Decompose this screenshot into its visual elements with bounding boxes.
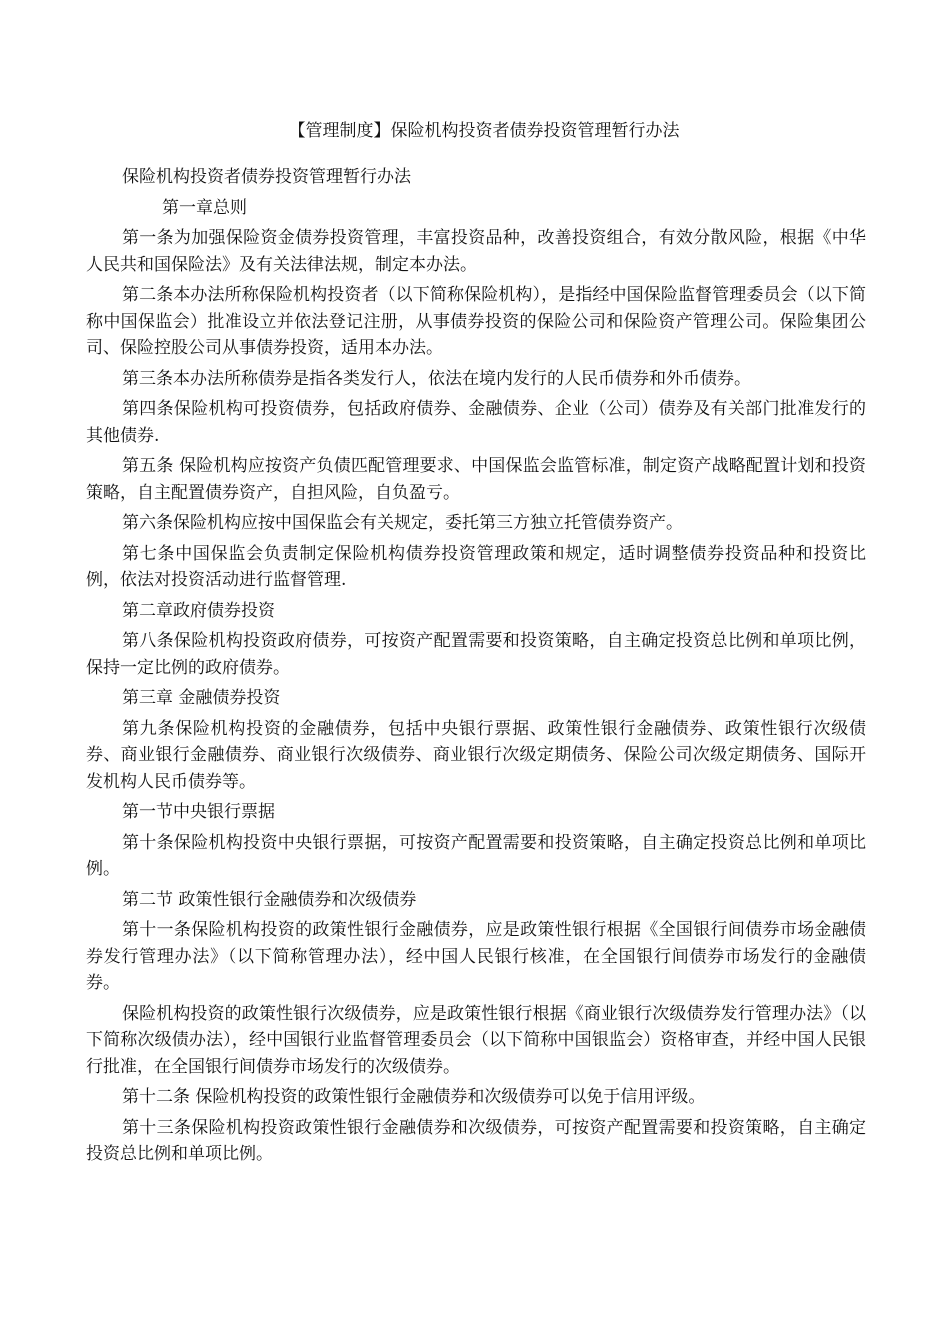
article-paragraph: 第七条中国保监会负责制定保险机构债券投资管理政策和规定，适时调整债券投资品种和投资比例，依法对投资活动进行监督管理. [86, 543, 866, 590]
chapter-heading: 第三章 金融债券投资 [122, 688, 281, 708]
document-subtitle: 保险机构投资者债券投资管理暂行办法 [122, 167, 411, 187]
section-heading: 第二节 政策性银行金融债券和次级债券 [122, 889, 417, 910]
document-title: 【管理制度】保险机构投资者债券投资管理暂行办法 [288, 121, 680, 141]
article-paragraph: 第六条保险机构应按中国保监会有关规定，委托第三方独立托管债券资产。 [122, 513, 683, 533]
chapter-heading: 第二章政府债券投资 [122, 600, 275, 621]
chapter-heading: 第一章总则 [162, 197, 247, 218]
section-heading: 第一节中央银行票据 [122, 802, 275, 822]
article-paragraph: 第二条本办法所称保险机构投资者（以下简称保险机构），是指经中国保险监督管理委员会（以下简称中国保监会）批准设立并依法登记注册，从事债券投资的保险公司和保险资产管理公司。保险集团公司、保险控股公司从事债券投资，适用本办法。 [86, 285, 866, 358]
document-page [86, 118, 866, 1172]
article-paragraph: 保险机构投资的政策性银行次级债券，应是政策性银行根据《商业银行次级债券发行管理办法》（以下简称次级债办法），经中国银行业监督管理委员会（以下简称中国银监会）资格审查，并经中国人民银行批准，在全国银行间债券市场发行的次级债券。 [86, 1003, 866, 1077]
article-paragraph: 第四条保险机构可投资债券，包括政府债券、金融债券、企业（公司）债券及有关部门批准发行的其他债券. [86, 399, 866, 446]
article-paragraph: 第十三条保险机构投资政策性银行金融债券和次级债券，可按资产配置需要和投资策略，自主确定投资总比例和单项比例。 [86, 1117, 866, 1164]
article-paragraph: 第一条为加强保险资金债券投资管理，丰富投资品种，改善投资组合，有效分散风险，根据《中华人民共和国保险法》及有关法律法规，制定本办法。 [86, 228, 866, 275]
article-paragraph: 第十二条 保险机构投资的政策性银行金融债券和次级债券可以免于信用评级。 [122, 1087, 706, 1107]
article-paragraph: 第八条保险机构投资政府债券，可按资产配置需要和投资策略，自主确定投资总比例和单项比例，保持一定比例的政府债券。 [86, 631, 866, 678]
article-paragraph: 第五条 保险机构应按资产负债匹配管理要求、中国保监会监管标准，制定资产战略配置计划和投资策略，自主配置债券资产，自担风险，自负盈亏。 [86, 456, 866, 503]
article-paragraph: 第三条本办法所称债券是指各类发行人，依法在境内发行的人民币债券和外币债券。 [122, 368, 751, 389]
article-paragraph: 第十条保险机构投资中央银行票据，可按资产配置需要和投资策略，自主确定投资总比例和单项比例。 [86, 832, 866, 879]
article-paragraph: 第十一条保险机构投资的政策性银行金融债券，应是政策性银行根据《全国银行间债券市场金融债券发行管理办法》（以下简称管理办法），经中国人民银行核准，在全国银行间债券市场发行的金融债券。 [86, 920, 866, 993]
article-paragraph: 第九条保险机构投资的金融债券，包括中央银行票据、政策性银行金融债券、政策性银行次级债券、商业银行金融债券、商业银行次级债券、商业银行次级定期债务、保险公司次级定期债务、国际开发机构人民币债券等。 [86, 718, 866, 792]
